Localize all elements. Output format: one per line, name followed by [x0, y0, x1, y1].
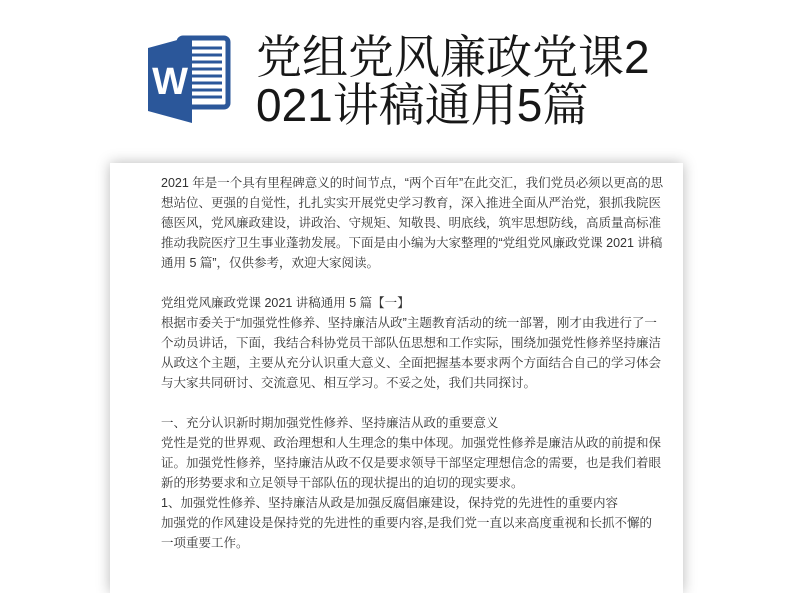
- page-title: [256, 33, 650, 129]
- doc-line: 想站位、更强的自觉性，扎扎实实开展党史学习教育，深入推进全面从严治党，狠抓我院医: [161, 196, 662, 210]
- doc-line: 党性是党的世界观、政治理想和人生理念的集中体现。加强党性修养是廉洁从政的前提和保: [161, 436, 662, 450]
- doc-line: 德医风，党风廉政建设，讲政治、守规矩、知敬畏、明底线，筑牢思想防线，高质量高标准: [161, 216, 662, 230]
- doc-line: 通用 5 篇”，仅供参考，欢迎大家阅读。: [161, 256, 380, 270]
- word-file-icon: [143, 33, 231, 126]
- doc-line: 一、充分认识新时期加强党性修养、坚持廉洁从政的重要意义: [161, 416, 499, 430]
- doc-line: 加强党的作风建设是保持党的先进性的重要内容,是我们党一直以来高度重视和长抓不懈的: [161, 516, 652, 530]
- header: [143, 33, 650, 129]
- doc-blank-line: [161, 393, 645, 413]
- doc-line: 根据市委关于“加强党性修养、坚持廉洁从政”主题教育活动的统一部署，刚才由我进行了一: [161, 316, 657, 330]
- doc-line: 证。加强党性修养，坚持廉洁从政不仅是要求领导干部坚定理想信念的需要，也是我们着眼: [161, 456, 662, 470]
- doc-line: 个动员讲话，下面，我结合科协党员干部队伍思想和工作实际，围绕加强党性修养坚持廉洁: [161, 336, 662, 350]
- doc-line: 一项重要工作。: [161, 536, 249, 550]
- document-page: [110, 163, 683, 593]
- doc-line: 从政这个主题，主要从充分认识重大意义、全面把握基本要求两个方面结合自己的学习体会: [161, 356, 662, 370]
- document-lines: [110, 163, 683, 553]
- doc-line: 2021 年是一个具有里程碑意义的时间节点，“两个百年”在此交汇，我们党员必须以更高的思: [161, 176, 664, 190]
- doc-line: 新的形势要求和立足领导干部队伍的现状提出的迫切的现实要求。: [161, 476, 524, 490]
- doc-blank-line: [161, 273, 645, 293]
- doc-line: 党组党风廉政党课 2021 讲稿通用 5 篇【一】: [161, 296, 410, 310]
- doc-line: 推动我院医疗卫生事业蓬勃发展。下面是由小编为大家整理的“党组党风廉政党课 2021 讲稿: [161, 236, 663, 250]
- doc-line: 与大家共同研讨、交流意见、相互学习。不妥之处，我们共同探讨。: [161, 376, 537, 390]
- page-title-line2: 021讲稿通用5篇: [256, 79, 589, 131]
- page-title-line1: 党组党风廉政党课2: [256, 31, 650, 83]
- word-icon-letter: W: [152, 61, 188, 103]
- doc-line: 1、加强党性修养、坚持廉洁从政是加强反腐倡廉建设，保持党的先进性的重要内容: [161, 496, 618, 510]
